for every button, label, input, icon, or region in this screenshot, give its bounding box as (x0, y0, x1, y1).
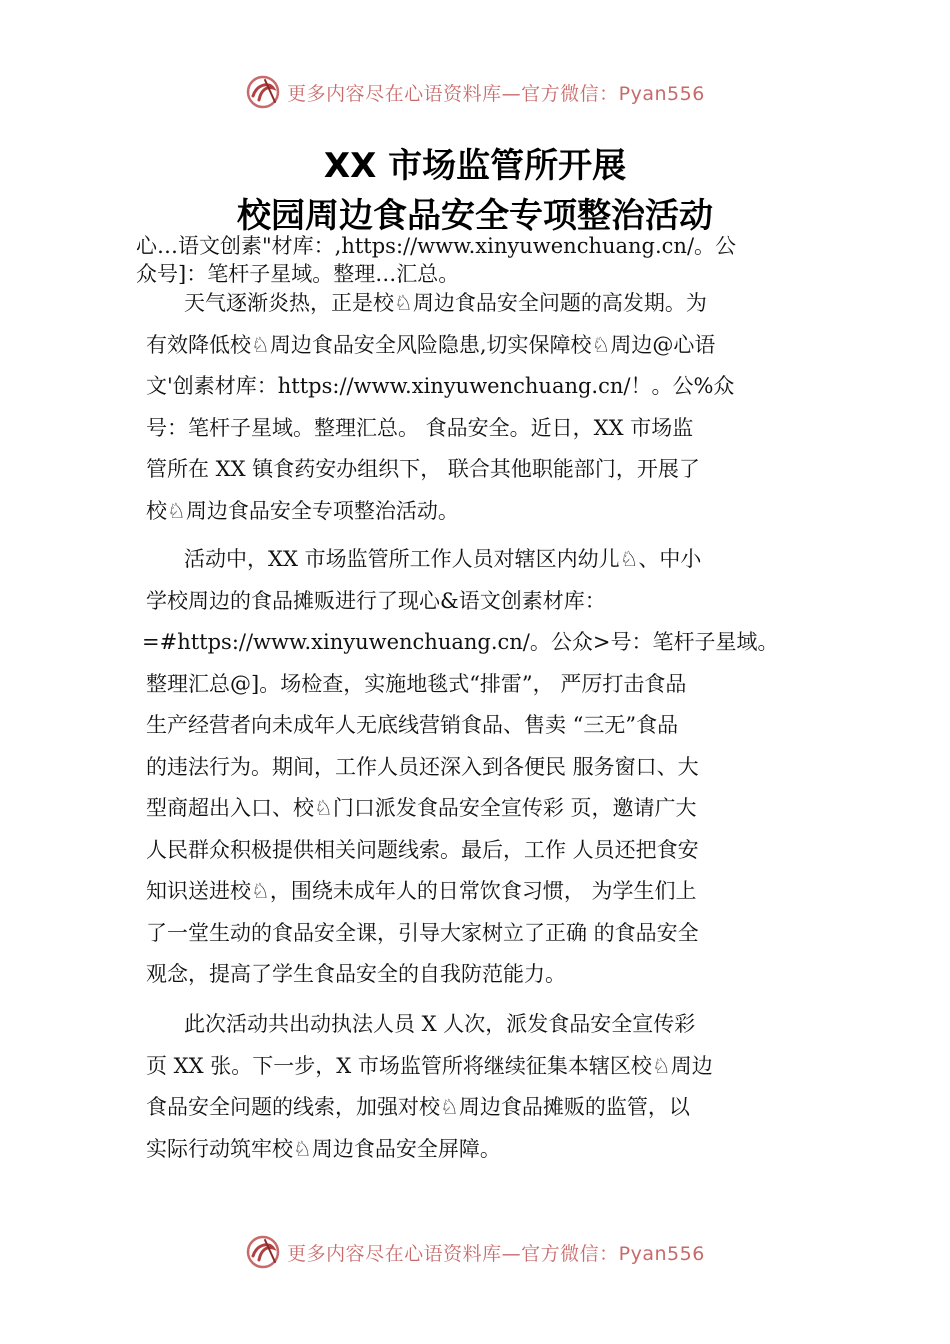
text-line: 食品安全问题的线索，加强对校♘周边食品摊贩的监管，以 (146, 1095, 690, 1119)
paragraph-1 (146, 283, 846, 532)
banner-text: 更多内容尽在心语资料库—官方微信：Pyan556 (287, 1242, 705, 1265)
text-line: 知识送进校♘，围绕未成年人的日常饮食习惯， 为学生们上 (146, 879, 697, 903)
text-line: 型商超出入口、校♘门口派发食品安全宣传彩 页，邀请广大 (146, 796, 697, 820)
page-title-line-1: XX 市场监管所开展 (323, 146, 627, 186)
text-line: 管所在 XX 镇食药安办组织下， 联合其他职能部门，开展了 (146, 457, 700, 481)
header-banner (0, 72, 950, 112)
text-line: 观念，提高了学生食品安全的自我防范能力。 (146, 962, 566, 986)
footer-banner (0, 1232, 950, 1272)
text-line: 实际行动筑牢校♘周边食品安全屏障。 (146, 1136, 501, 1161)
text-line: 活动中，XX 市场监管所工作人员对辖区内幼儿♘、中小 (184, 547, 702, 571)
source-line-2: 众号]：笔杆子星域。整理…汇总。 (136, 262, 460, 286)
text-line: 天气逐渐炎热，正是校♘周边食品安全问题的高发期。为 (184, 291, 707, 315)
paragraph-3 (146, 1004, 846, 1170)
text-line: 人民群众积极提供相关问题线索。最后，工作 人员还把食安 (146, 837, 699, 862)
text-line: 号：笔杆子星域。整理汇总。 食品安全。近日，XX 市场监 (146, 415, 694, 440)
text-line: 此次活动共出动执法人员 X 人次，派发食品安全宣传彩 (184, 1012, 696, 1036)
paragraph-2 (142, 539, 846, 996)
swirl-logo-icon (245, 74, 281, 110)
text-line: =#https://www.xinyuwenchuang.cn/。公众>号：笔杆子星域。 (142, 630, 779, 654)
source-line-1: 心…语文创素"材库：,https://www.xinyuwenchuang.cn/。公 (136, 234, 737, 258)
text-line: 有效降低校♘周边食品安全风险隐患,切实保障校♘周边@心语 (146, 332, 716, 357)
text-line: 整理汇总@]。场检查，实施地毯式“排雷”， 严厉打击食品 (146, 671, 687, 696)
banner-text: 更多内容尽在心语资料库—官方微信：Pyan556 (287, 82, 705, 105)
text-line: 生产经营者向未成年人无底线营销食品、售卖 “三无”食品 (146, 713, 679, 737)
page-title-line-2: 校园周边食品安全专项整治活动 (237, 196, 713, 236)
swirl-logo-icon (245, 1234, 281, 1270)
text-line: 的违法行为。期间，工作人员还深入到各便民 服务窗口、大 (146, 754, 699, 779)
text-line: 了一堂生动的食品安全课，引导大家树立了正确 的食品安全 (146, 920, 699, 945)
text-line: 页 XX 张。下一步，X 市场监管所将继续征集本辖区校♘周边 (146, 1053, 713, 1078)
text-line: 校♘周边食品安全专项整治活动。 (146, 498, 459, 523)
text-line: 文'创素材库：https://www.xinyuwenchuang.cn/！。公%众 (146, 374, 735, 398)
text-line: 学校周边的食品摊贩进行了现心&语文创素材库： (146, 588, 606, 613)
